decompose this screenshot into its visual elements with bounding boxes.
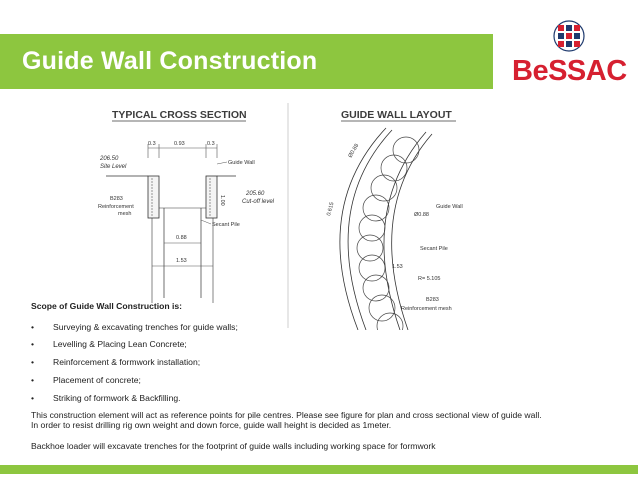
bullet-icon: • <box>31 393 35 403</box>
left-guide-wall <box>148 176 159 218</box>
bullet-icon: • <box>31 322 35 332</box>
svg-text:0.615: 0.615 <box>326 201 336 217</box>
page-title: Guide Wall Construction <box>22 47 318 75</box>
logo-emblem-icon <box>554 21 584 51</box>
scope-paragraph-2: Backhoe loader will excavate trenches for the footprint of guide walls including working space for formwork <box>31 441 436 451</box>
logo-wordmark: BeSSAC <box>512 55 627 87</box>
scope-item: Striking of formwork & Backfilling. <box>53 393 181 403</box>
svg-text:Ø0.88: Ø0.88 <box>414 212 429 218</box>
svg-text:Ø0.88: Ø0.88 <box>347 143 361 159</box>
cross-section-title: TYPICAL CROSS SECTION <box>112 109 247 121</box>
svg-text:0.88: 0.88 <box>176 235 187 241</box>
svg-text:mesh: mesh <box>118 211 132 217</box>
bottom-rule <box>0 465 638 474</box>
scope-paragraph-1: This construction element will act as reference points for pile centres. Please see figure for plan and cross sectional view of guide wall. In order to resist drilling rig own weight and down force, guide wall height is decided as 1meter. <box>31 410 542 430</box>
svg-text:1.00: 1.00 <box>219 195 225 206</box>
cross-section-view <box>98 109 275 303</box>
svg-text:R= 5.105: R= 5.105 <box>418 276 441 282</box>
scope-item: Surveying & excavating trenches for guide walls; <box>53 322 238 332</box>
bullet-icon: • <box>31 375 35 385</box>
svg-text:206.50: 206.50 <box>100 156 119 162</box>
svg-text:Reinforcement mesh: Reinforcement mesh <box>401 306 452 312</box>
svg-text:0.93: 0.93 <box>174 141 185 147</box>
svg-text:B283: B283 <box>426 297 439 303</box>
svg-text:Cut-off level: Cut-off level <box>242 199 275 205</box>
svg-text:0.3: 0.3 <box>207 141 215 147</box>
scope-item: Reinforcement & formwork installation; <box>53 357 201 367</box>
guide-wall-layout-view <box>326 109 463 330</box>
layout-title: GUIDE WALL LAYOUT <box>341 109 452 121</box>
bullet-icon: • <box>31 357 35 367</box>
right-guide-wall <box>206 176 217 218</box>
svg-text:1.53: 1.53 <box>176 258 187 264</box>
svg-text:Reinforcement: Reinforcement <box>98 204 134 210</box>
bullet-icon: • <box>31 339 35 349</box>
svg-text:205.60: 205.60 <box>246 191 265 197</box>
scope-heading: Scope of Guide Wall Construction is: <box>31 301 183 311</box>
svg-text:Secant Pile: Secant Pile <box>420 246 448 252</box>
svg-text:Guide Wall: Guide Wall <box>228 160 255 166</box>
svg-text:1.53: 1.53 <box>392 264 403 270</box>
svg-text:Guide Wall: Guide Wall <box>436 204 463 210</box>
svg-text:0.3: 0.3 <box>148 141 156 147</box>
svg-text:Secant Pile: Secant Pile <box>212 222 240 228</box>
scope-item: Levelling & Placing Lean Concrete; <box>53 339 187 349</box>
scope-item: Placement of concrete; <box>53 375 141 385</box>
svg-text:Site Level: Site Level <box>100 164 127 170</box>
guide-wall-drawing <box>96 98 474 330</box>
svg-text:B283: B283 <box>110 196 123 202</box>
